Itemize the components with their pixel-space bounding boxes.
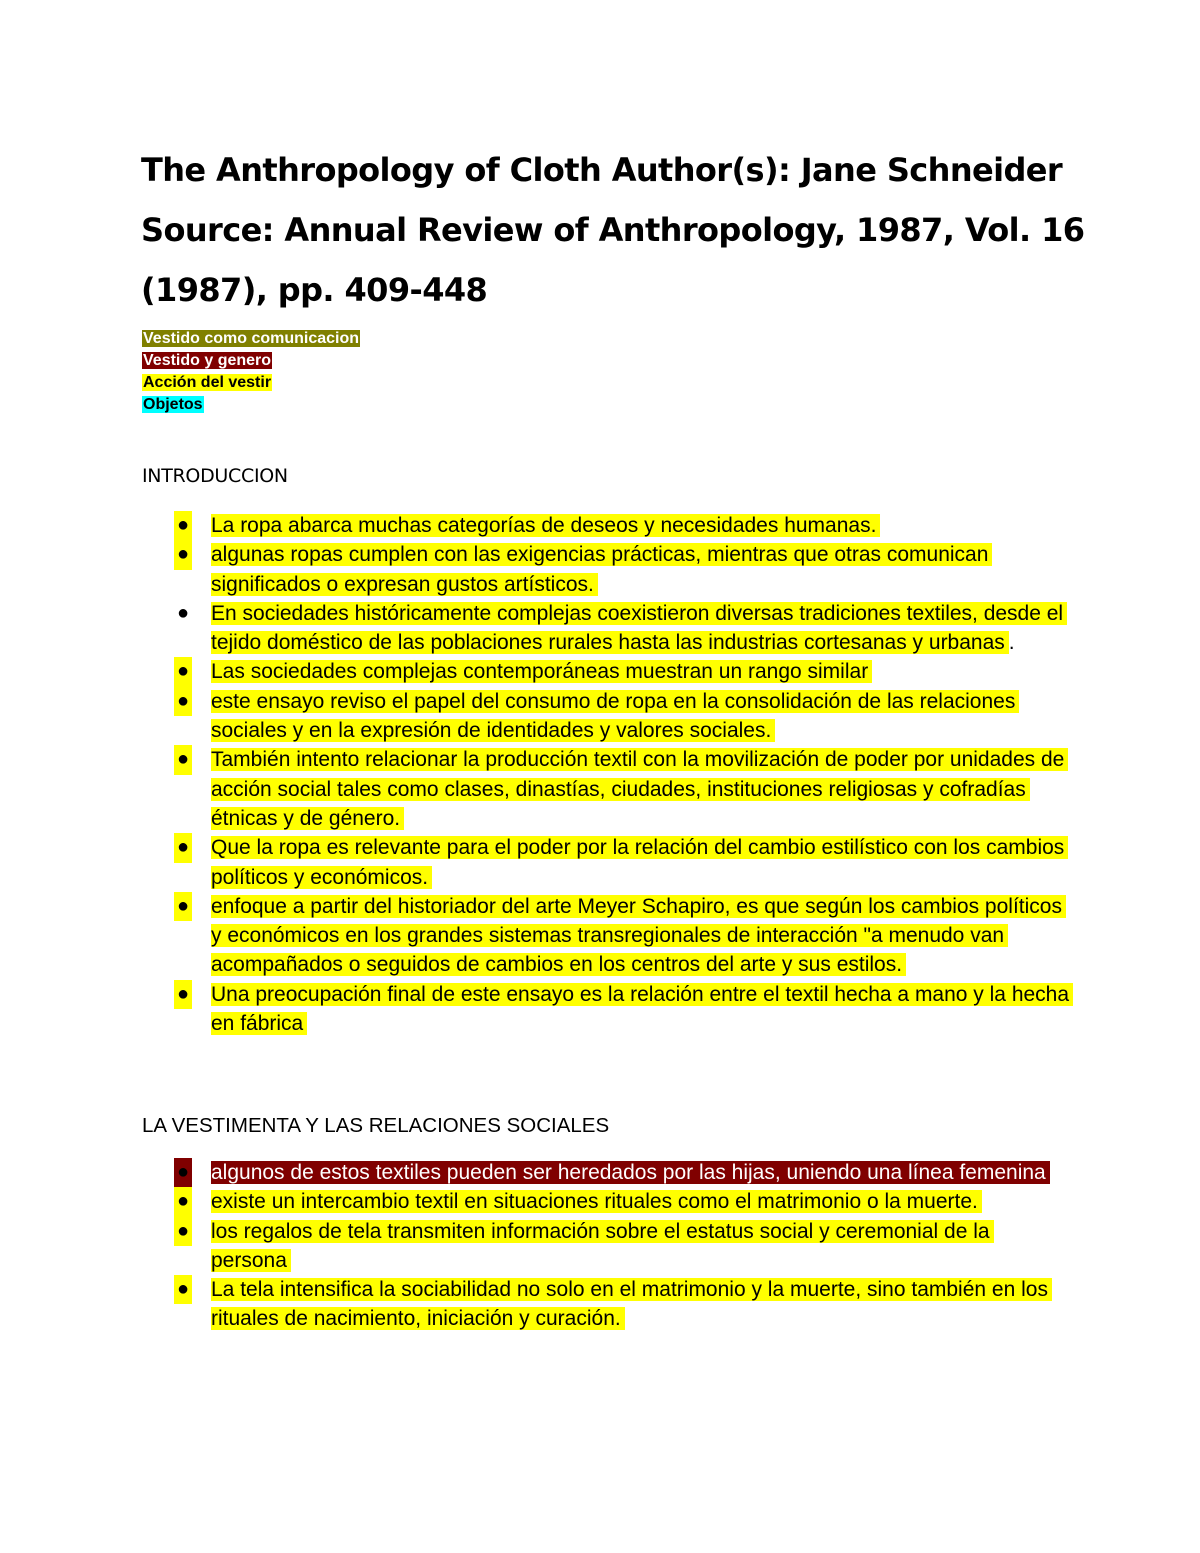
bullet-icon: ● [174, 892, 192, 921]
bullet-icon: ● [174, 980, 192, 1009]
list-item-text: existe un intercambio textil en situaciones rituales como el matrimonio o la muerte. [211, 1190, 982, 1213]
list-item-text: este ensayo reviso el papel del consumo de ropa en la consolidación de las relaciones sociales y en la expresión de identidades y valores sociales. [211, 690, 1019, 742]
bullet-icon: ● [174, 745, 192, 774]
list-item [0, 980, 1071, 1039]
list-item [0, 1217, 1071, 1276]
list-item-text: algunos de estos textiles pueden ser heredados por las hijas, uniendo una línea femenina [211, 1161, 1050, 1184]
social-relations-bullet-list [0, 1158, 1071, 1334]
bullet-icon: ● [174, 687, 192, 716]
intro-heading: INTRODUCCION [142, 465, 288, 487]
list-item [0, 1187, 1071, 1216]
list-item-text: La tela intensifica la sociabilidad no solo en el matrimonio y la muerte, sino también en los rituales de nacimiento, iniciación y curación. [211, 1278, 1052, 1330]
list-item [0, 687, 1071, 746]
list-item-text: Una preocupación final de este ensayo es la relación entre el textil hecha a mano y la hecha en fábrica [211, 983, 1073, 1035]
bullet-icon: ● [174, 511, 192, 540]
intro-bullet-list [0, 511, 1071, 1038]
list-item-text: Las sociedades complejas contemporáneas muestran un rango similar [211, 660, 872, 683]
document-title [141, 140, 1085, 320]
bullet-icon: ● [174, 540, 192, 569]
bullet-icon: ● [174, 1187, 192, 1216]
legend-item-vestido-genero: Vestido y genero [143, 352, 272, 369]
legend-item-vestido-comunicacion: Vestido como comunicacion [143, 330, 360, 347]
bullet-icon: ● [174, 1158, 192, 1187]
bullet-icon: ● [174, 657, 192, 686]
list-item [0, 1158, 1071, 1187]
list-item [0, 511, 1071, 540]
list-item [0, 745, 1071, 833]
list-item [0, 1275, 1071, 1334]
list-item [0, 599, 1071, 658]
list-item [0, 540, 1071, 599]
list-item [0, 833, 1071, 892]
title-line-2: Source: Annual Review of Anthropology, 1987, Vol. 16 [141, 211, 1085, 249]
bullet-icon: ● [176, 601, 190, 624]
bullet-icon: ● [174, 833, 192, 862]
list-item [0, 657, 1071, 686]
list-item-text: En sociedades históricamente complejas coexistieron diversas tradiciones textiles, desde el tejido doméstico de las poblaciones rurales hasta las industrias cortesanas y urbanas [211, 602, 1067, 654]
list-item-text: algunas ropas cumplen con las exigencias prácticas, mientras que otras comunican significados o expresan gustos artísticos. [211, 543, 992, 595]
bullet-icon: ● [174, 1217, 192, 1246]
bullet-icon: ● [174, 1275, 192, 1304]
list-item-text: los regalos de tela transmiten información sobre el estatus social y ceremonial de la persona [211, 1220, 994, 1272]
legend-item-objetos: Objetos [143, 396, 203, 413]
color-legend [142, 328, 360, 416]
list-item-text: También intento relacionar la producción textil con la movilización de poder por unidades de acción social tales como clases, dinastías, ciudades, instituciones religiosas y cofradías étnicas y de género. [211, 748, 1068, 830]
section-heading: LA VESTIMENTA Y LAS RELACIONES SOCIALES [142, 1114, 610, 1137]
title-line-3: (1987), pp. 409-448 [141, 271, 488, 309]
list-item-text: enfoque a partir del historiador del arte Meyer Schapiro, es que según los cambios políticos y económicos en los grandes sistemas transregionales de interacción "a menudo van acompañados o seguidos de cambios en los centros del arte y sus estilos. [211, 895, 1066, 977]
title-line-1: The Anthropology of Cloth Author(s): Jane Schneider [141, 151, 1063, 189]
list-item [0, 892, 1071, 980]
legend-item-accion-vestir: Acción del vestir [143, 374, 272, 391]
list-item-tail: . [1008, 631, 1015, 655]
list-item-text: Que la ropa es relevante para el poder por la relación del cambio estilístico con los cambios políticos y económicos. [211, 836, 1068, 888]
list-item-text: La ropa abarca muchas categorías de deseos y necesidades humanas. [211, 514, 880, 537]
